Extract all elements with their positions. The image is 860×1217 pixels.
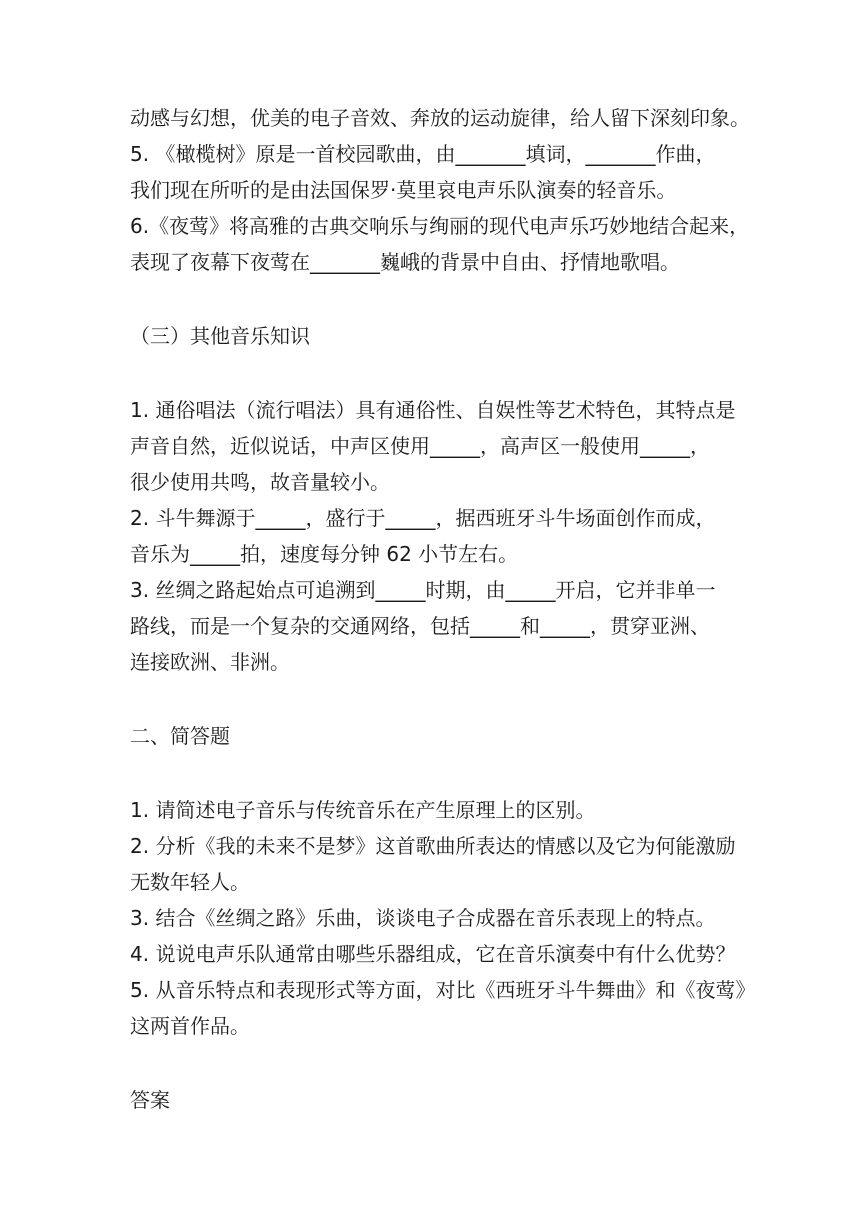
text-line: 无数年轻人。 [130,870,250,894]
short-answer-question: 4. 说说电声乐队通常由哪些乐器组成，它在音乐演奏中有什么优势？ [130,942,736,966]
short-answer-question: 2. 分析《我的未来不是梦》这首歌曲所表达的情感以及它为何能激励 [130,834,736,858]
text-line: 很少使用共鸣，故音量较小。 [130,470,390,494]
text-line: 连接欧洲、非洲。 [130,650,290,674]
short-answer-question: 3. 结合《丝绸之路》乐曲，谈谈电子合成器在音乐表现上的特点。 [130,906,716,930]
short-answer-questions [130,792,756,1044]
spacer [130,354,740,392]
fill-blank-question: 6.《夜莺》将高雅的古典交响乐与绚丽的现代电声乐巧妙地结合起来， [130,214,750,238]
text-line: 动感与幻想，优美的电子音效、奔放的运动旋律，给人留下深刻印象。 [130,106,750,130]
short-answer-question: 1. 请简述电子音乐与传统音乐在产生原理上的区别。 [130,798,596,822]
section-heading: （三）其他音乐知识 [130,324,310,348]
intro-block [130,100,750,280]
spacer [130,754,740,792]
text-line: 路线，而是一个复杂的交通网络，包括_____和_____，贯穿亚洲、 [130,614,710,638]
spacer [130,1044,740,1082]
fill-blank-question: 1. 通俗唱法（流行唱法）具有通俗性、自娱性等艺术特色，其特点是 [130,398,736,422]
text-line: 音乐为_____拍，速度每分钟 62 小节左右。 [130,542,519,566]
fill-blank-question: 2. 斗牛舞源于_____，盛行于_____，据西班牙斗牛场面创作而成， [130,506,716,530]
text-line: 表现了夜幕下夜莺在_______巍峨的背景中自由、抒情地歌唱。 [130,250,680,274]
text-line: 声音自然，近似说话，中声区使用_____，高声区一般使用_____， [130,434,710,458]
document-body [130,100,756,1118]
other-music-knowledge-questions [130,392,740,680]
spacer [130,680,740,718]
fill-blank-question: 3. 丝绸之路起始点可追溯到_____时期，由_____开启，它并非单一 [130,578,716,602]
text-line: 我们现在所听的是由法国保罗·莫里哀电声乐队演奏的轻音乐。 [130,178,677,202]
answer-heading: 答案 [130,1088,170,1112]
fill-blank-question: 5. 《橄榄树》原是一首校园歌曲，由_______填词，_______作曲， [130,142,716,166]
spacer [130,280,740,318]
text-line: 这两首作品。 [130,1014,250,1038]
part-heading: 二、简答题 [130,724,230,748]
short-answer-question: 5. 从音乐特点和表现形式等方面，对比《西班牙斗牛舞曲》和《夜莺》 [130,978,756,1002]
